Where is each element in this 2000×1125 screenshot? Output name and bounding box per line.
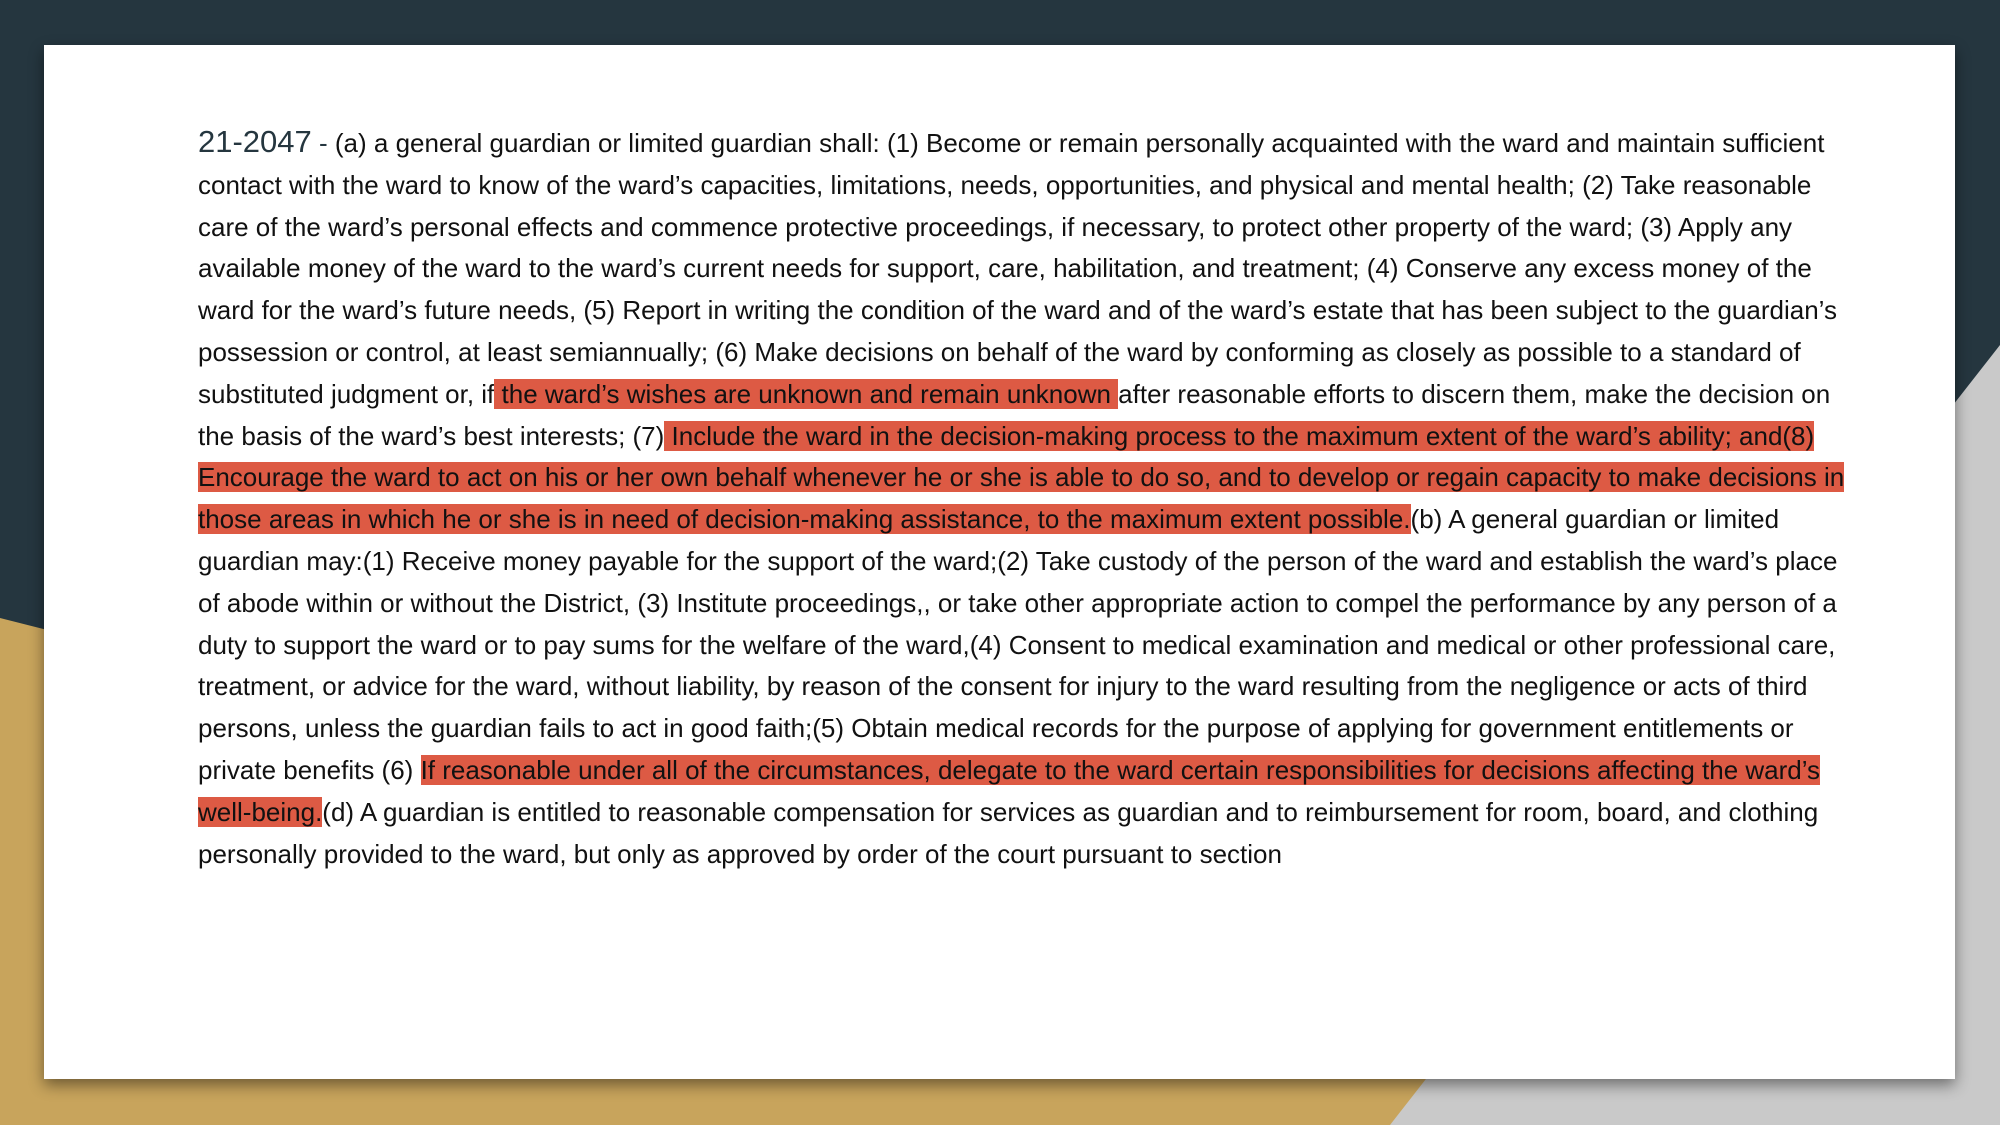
text-segment: after reasonable efforts to discern them, make the decision on the basis of the ward’s best interests; (7) [198,378,1831,451]
slide-page [44,45,1955,1079]
highlighted-text: Include the ward in the decision-making process to the maximum extent of the ward’s ability; and(8) Encourage the ward to act on his or her own behalf whenever he or she is able to do so, and to develop or regain capacity to make decisions in those areas in which he or she is in need of decision-making assistance, to the maximum extent possible. [198,420,1845,535]
section-number: 21-2047 [198,124,312,159]
text-segment: (b) A general guardian or limited guardian may:(1) Receive money payable for the support of the ward;(2) Take custody of the person of the ward and establish the ward’s place of abode within or without the District, (3) Institute proceedings,, or take other appropriate action to compel the performance by any person of a duty to support the ward or to pay sums for the welfare of the ward,(4) Consent to medical examination and medical or other professional care, treatment, or advice for the ward, without liability, by reason of the consent for injury to the ward resulting from the negligence or acts of third persons, unless the guardian fails to act in good faith;(5) Obtain medical records for the purpose of applying for government entitlements or private benefits (6) [198,504,1838,785]
text-segment: (a) a general guardian or limited guardian shall: (1) Become or remain personally acquainted with the ward and maintain sufficient contact with the ward to know of the ward’s capacities, limitations, needs, opportunities, and physical and mental health; (2) Take reasonable care of the ward’s personal effects and commence protective proceedings, if necessary, to protect other property of the ward; (3) Apply any available money of the ward to the ward’s current needs for support, care, habilitation, and treatment; (4) Conserve any excess money of the ward for the ward’s future needs, (5) Report in writing the condition of the ward and of the ward’s estate that has been subject to the guardian’s possession or control, at least semiannually; (6) Make decisions on behalf of the ward by conforming as closely as possible to a standard of substituted judgment or, if [198,128,1837,409]
highlighted-text: the ward’s wishes are unknown and remain unknown [494,378,1119,409]
highlighted-text: If reasonable under all of the circumstances, delegate to the ward certain responsibilities for decisions affecting the ward’s well-being. [198,754,1821,827]
section-separator: - [311,128,335,158]
statute-text [198,121,1858,875]
text-segment: (d) A guardian is entitled to reasonable compensation for services as guardian and to reimbursement for room, board, and clothing personally provided to the ward, but only as approved by order of the court pursuant to section [198,796,1819,869]
